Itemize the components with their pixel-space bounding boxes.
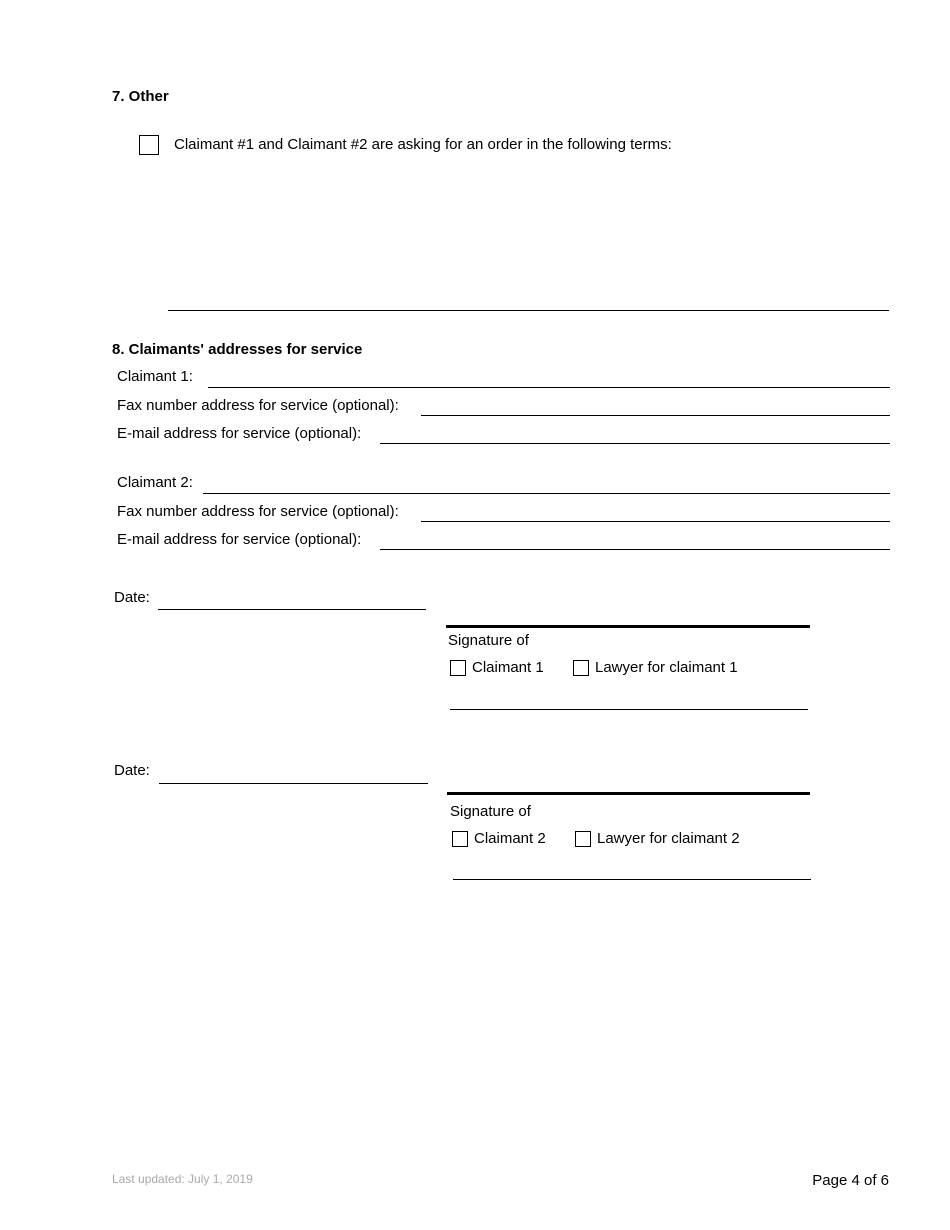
lawyer-claimant-2-label: Lawyer for claimant 2: [597, 830, 740, 847]
signature-of-label-1: Signature of: [448, 632, 529, 649]
claimant-1-checkbox-label: Claimant 1: [472, 659, 544, 676]
claimant-1-label: Claimant 1:: [117, 368, 193, 385]
claimant-1-fax-field[interactable]: [421, 415, 890, 416]
claimant-1-address-field[interactable]: [208, 387, 890, 388]
claimant-1-email-label: E-mail address for service (optional):: [117, 425, 362, 442]
signature-of-label-2: Signature of: [450, 803, 531, 820]
lawyer-claimant-2-checkbox[interactable]: [575, 831, 591, 847]
claimant-2-checkbox[interactable]: [452, 831, 468, 847]
claimant-2-checkbox-label: Claimant 2: [474, 830, 546, 847]
claimant-1-checkbox[interactable]: [450, 660, 466, 676]
claimant-2-address-field[interactable]: [203, 493, 890, 494]
signature-2-rule: [447, 792, 810, 795]
page-number: Page 4 of 6: [812, 1172, 889, 1189]
section-7-heading: 7. Other: [112, 88, 169, 105]
date-label-2: Date:: [114, 762, 150, 779]
order-terms-field[interactable]: [168, 310, 889, 311]
claimant-2-email-field[interactable]: [380, 549, 890, 550]
claimant-2-fax-label: Fax number address for service (optional):: [117, 503, 399, 520]
lawyer-claimant-1-label: Lawyer for claimant 1: [595, 659, 738, 676]
section-8-heading: 8. Claimants' addresses for service: [112, 341, 363, 358]
date-label-1: Date:: [114, 589, 150, 606]
date-field-1[interactable]: [158, 609, 426, 610]
lawyer-claimant-1-checkbox[interactable]: [573, 660, 589, 676]
claimant-2-fax-field[interactable]: [421, 521, 890, 522]
order-terms-label: Claimant #1 and Claimant #2 are asking for an order in the following terms:: [174, 136, 672, 153]
signature-2-field[interactable]: [453, 879, 811, 880]
claimant-2-email-label: E-mail address for service (optional):: [117, 531, 362, 548]
claimant-2-label: Claimant 2:: [117, 474, 193, 491]
signature-1-field[interactable]: [450, 709, 808, 710]
order-terms-checkbox[interactable]: [139, 135, 159, 155]
last-updated: Last updated: July 1, 2019: [112, 1172, 253, 1186]
date-field-2[interactable]: [159, 783, 428, 784]
claimant-1-email-field[interactable]: [380, 443, 890, 444]
claimant-1-fax-label: Fax number address for service (optional):: [117, 397, 399, 414]
signature-1-rule: [446, 625, 810, 628]
